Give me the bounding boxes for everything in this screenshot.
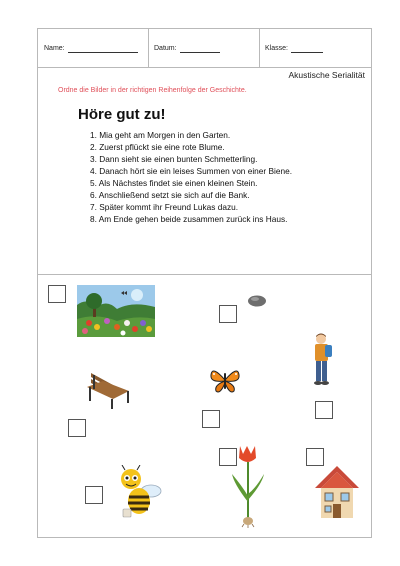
date-label: Datum: bbox=[154, 44, 177, 52]
story-sentence: 6. Anschließend setzt sie sich auf die Bank. bbox=[90, 190, 250, 200]
section-divider bbox=[38, 274, 371, 275]
class-label: Klasse: bbox=[265, 44, 288, 52]
topic-label: Akustische Serialität bbox=[288, 70, 365, 80]
header-row bbox=[38, 29, 371, 68]
answer-box-garden[interactable] bbox=[48, 285, 66, 303]
class-field[interactable] bbox=[265, 29, 323, 67]
name-line[interactable] bbox=[68, 44, 138, 53]
answer-box-bee[interactable] bbox=[85, 486, 103, 504]
stone-picture[interactable] bbox=[247, 293, 267, 307]
answer-box-boy[interactable] bbox=[315, 401, 333, 419]
butterfly-picture[interactable] bbox=[208, 363, 242, 397]
tulip-picture[interactable] bbox=[228, 444, 268, 528]
bench-picture[interactable] bbox=[83, 369, 135, 411]
bee-picture[interactable] bbox=[113, 465, 165, 523]
story-sentence: 5. Als Nächstes findet sie einen kleinen Stein. bbox=[90, 178, 258, 188]
header-separator bbox=[259, 29, 260, 67]
answer-box-stone[interactable] bbox=[219, 305, 237, 323]
header-separator bbox=[148, 29, 149, 67]
name-label: Name: bbox=[44, 44, 65, 52]
garden-picture[interactable] bbox=[77, 285, 155, 337]
answer-box-bench[interactable] bbox=[68, 419, 86, 437]
instruction-text: Ordne die Bilder in der richtigen Reihenfolge der Geschichte. bbox=[58, 87, 247, 94]
class-line[interactable] bbox=[291, 44, 323, 53]
story-sentence: 7. Später kommt ihr Freund Lukas dazu. bbox=[90, 202, 239, 212]
worksheet bbox=[37, 28, 372, 538]
page-title: Höre gut zu! bbox=[78, 106, 166, 123]
story-sentence: 1. Mia geht am Morgen in den Garten. bbox=[90, 130, 231, 140]
story-list bbox=[90, 129, 292, 225]
story-sentence: 2. Zuerst pflückt sie eine rote Blume. bbox=[90, 142, 225, 152]
house-picture[interactable] bbox=[313, 464, 361, 520]
story-sentence: 3. Dann sieht sie einen bunten Schmetterling. bbox=[90, 154, 258, 164]
story-sentence: 8. Am Ende gehen beide zusammen zurück ins Haus. bbox=[90, 214, 288, 224]
date-line[interactable] bbox=[180, 44, 220, 53]
answer-box-butterfly[interactable] bbox=[202, 410, 220, 428]
story-sentence: 4. Danach hört sie ein leises Summen von einer Biene. bbox=[90, 166, 293, 176]
name-field[interactable] bbox=[44, 29, 138, 67]
date-field[interactable] bbox=[154, 29, 220, 67]
boy-picture[interactable] bbox=[310, 332, 336, 388]
